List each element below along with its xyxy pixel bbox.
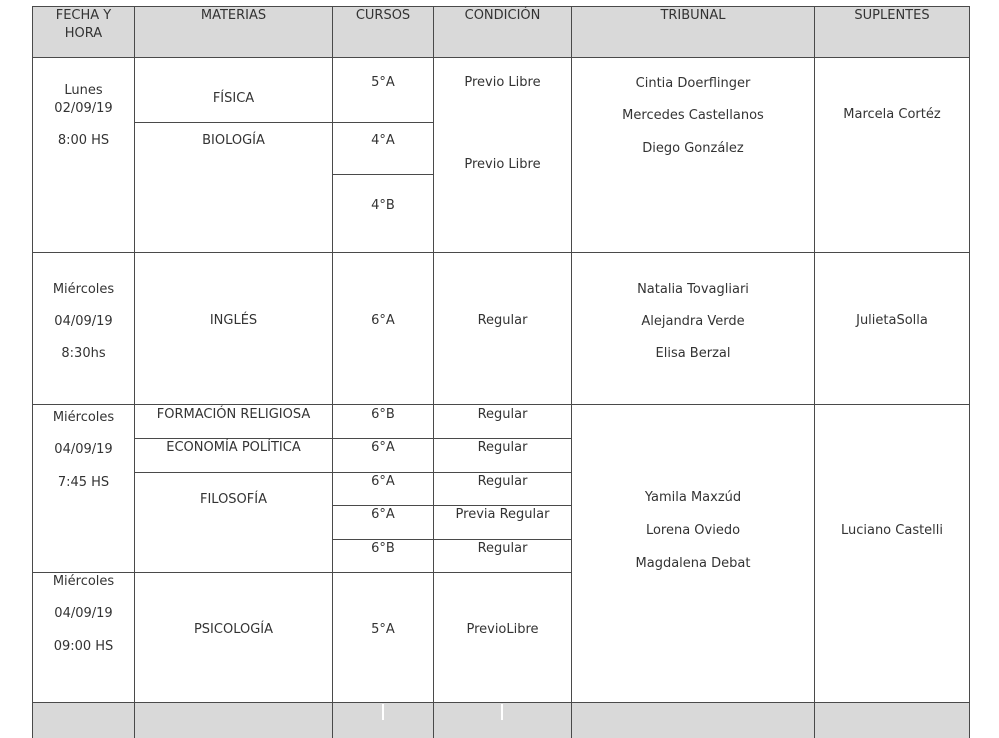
exam-day: Lunes — [64, 83, 103, 98]
subject-filosofia: FILOSOFÍA — [199, 492, 267, 507]
exam-time: 8:30hs — [61, 346, 106, 361]
condition: Previo Libre — [464, 157, 541, 172]
tribunal-member: Natalia Tovagliari — [637, 282, 749, 297]
condition: Previo Libre — [464, 75, 541, 90]
header-cursos: CURSOS — [355, 8, 411, 23]
tribunal-member: Cintia Doerflinger — [635, 76, 751, 91]
subject-psicologia: PSICOLOGÍA — [193, 622, 274, 637]
cell-divider — [332, 174, 433, 175]
cell-divider — [134, 472, 572, 473]
condition: Regular — [477, 474, 528, 489]
row-divider — [32, 572, 572, 573]
exam-time: 8:00 HS — [57, 133, 110, 148]
exam-time: 09:00 HS — [53, 639, 114, 654]
course: 5°A — [371, 75, 395, 90]
tribunal-member: Diego González — [642, 141, 744, 156]
course: 4°A — [371, 133, 395, 148]
row-divider — [32, 702, 970, 703]
suplente: Marcela Cortéz — [843, 107, 941, 122]
course: 6°B — [371, 407, 395, 422]
table-border-top — [32, 6, 970, 7]
exam-date: 02/09/19 — [54, 101, 113, 116]
header-materias: MATERIAS — [200, 8, 267, 23]
tribunal-member: Lorena Oviedo — [645, 523, 741, 538]
cell-divider — [134, 438, 572, 439]
row-divider — [32, 404, 970, 405]
subject-fisica: FÍSICA — [212, 91, 255, 106]
condition: PrevioLibre — [466, 622, 539, 637]
exam-day: Miércoles — [52, 574, 115, 589]
header-tribunal: TRIBUNAL — [660, 8, 726, 23]
course: 6°A — [371, 313, 395, 328]
condition: Regular — [477, 541, 528, 556]
cell-divider — [332, 539, 572, 540]
subject-ingles: INGLÉS — [209, 313, 258, 328]
cell-mark — [382, 704, 384, 720]
tribunal-member: Mercedes Castellanos — [622, 108, 764, 123]
course: 6°A — [371, 440, 395, 455]
header-condicion: CONDICIÓN — [464, 8, 541, 23]
cell-mark — [501, 704, 503, 720]
row-divider — [32, 252, 970, 253]
table-border-right — [969, 6, 970, 738]
tribunal-member: Magdalena Debat — [635, 556, 751, 571]
subject-formacion-religiosa: FORMACIÓN RELIGIOSA — [156, 407, 311, 422]
header-bottom-line — [32, 57, 970, 58]
tribunal-member: Elisa Berzal — [655, 346, 731, 361]
subject-economia-politica: ECONOMÍA POLÍTICA — [166, 440, 301, 455]
tribunal-member: Yamila Maxzúd — [644, 490, 742, 505]
exam-time: 7:45 HS — [57, 475, 110, 490]
exam-date: 04/09/19 — [54, 606, 113, 621]
condition: Previa Regular — [455, 507, 550, 522]
header-suplentes: SUPLENTES — [854, 8, 930, 23]
condition: Regular — [477, 440, 528, 455]
course: 5°A — [371, 622, 395, 637]
course: 6°B — [371, 541, 395, 556]
header-hora: HORA — [64, 26, 103, 41]
course: 6°A — [371, 507, 395, 522]
exam-day: Miércoles — [52, 282, 115, 297]
suplente: Luciano Castelli — [840, 523, 944, 538]
subject-biologia: BIOLOGÍA — [202, 133, 265, 148]
exam-date: 04/09/19 — [54, 314, 113, 329]
course: 4°B — [371, 198, 395, 213]
exam-day: Miércoles — [52, 410, 115, 425]
condition: Regular — [477, 407, 528, 422]
course: 6°A — [371, 474, 395, 489]
cell-divider — [332, 505, 572, 506]
suplente: JulietaSolla — [856, 313, 928, 328]
header-fecha: FECHA Y — [55, 8, 112, 23]
tribunal-member: Alejandra Verde — [641, 314, 745, 329]
cell-divider — [134, 122, 433, 123]
exam-date: 04/09/19 — [54, 442, 113, 457]
condition: Regular — [477, 313, 528, 328]
